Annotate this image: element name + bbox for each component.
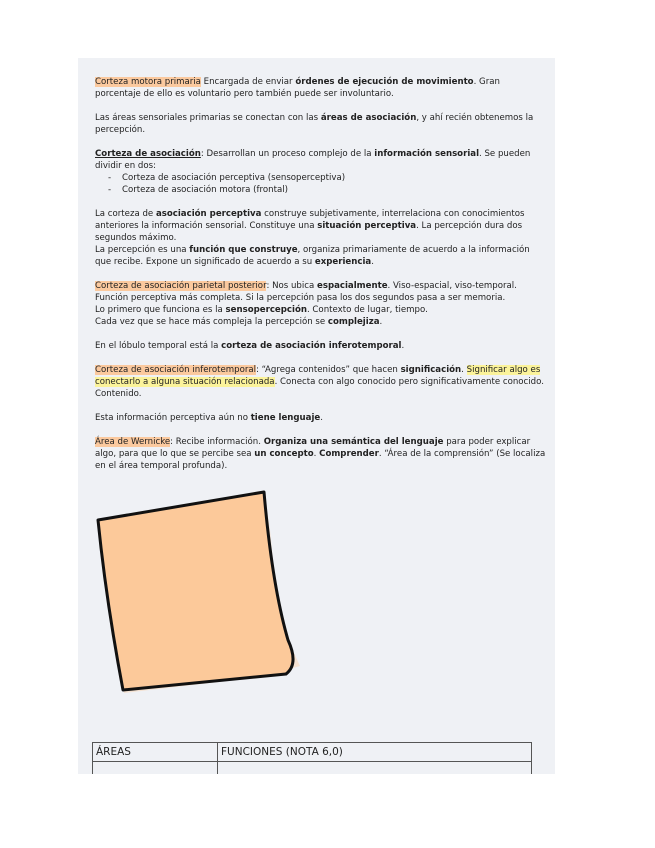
paragraph-perceptiva: La corteza de asociación perceptiva construye subjetivamente, interrelaciona con conocimientos anteriores la información sensorial. Constituye una situación perceptiva. La percepción dura dos segundos máximo. La percepción es una función que construye, organiza primariamente de acuerdo a la información que recibe. Expone un significado de acuerdo a su experiencia.: [95, 209, 530, 267]
paragraph-lobulo-temporal: En el lóbulo temporal está la corteza de asociación inferotemporal.: [95, 341, 405, 351]
term-highlight: Corteza motora primaria: [95, 77, 201, 87]
paragraph-areas-sensoriales: Las áreas sensoriales primarias se conectan con las áreas de asociación, y ahí recién obtenemos la percepción.: [95, 113, 534, 135]
table-cell: [218, 762, 532, 775]
column-header-funciones: FUNCIONES (NOTA 6,0): [218, 743, 532, 762]
paragraph-parietal: Corteza de asociación parietal posterior: Nos ubica espacialmente. Viso-espacial, viso-temporal. Función perceptiva más completa. Si la percepción pasa los dos segundos pasa a ser memoria. Lo primero que funciona es la sensopercepción. Contexto de lugar, tiempo. Cada vez que se hace más compleja la percepción se complejiza.: [95, 281, 517, 327]
notes-body: [95, 76, 547, 484]
sticky-note-icon: [94, 490, 300, 700]
document-page: [78, 58, 555, 774]
yellow-highlight: Significar algo es conectarlo a alguna situación relacionada: [95, 365, 541, 387]
term-underlined: Corteza de asociación: [95, 149, 201, 159]
table-row: [93, 762, 532, 775]
paragraph-lenguaje: Esta información perceptiva aún no tiene lenguaje.: [95, 413, 323, 423]
paragraph-inferotemporal: Corteza de asociación inferotemporal: “Agrega contenidos” que hacen significación. Significar algo es conectarlo a alguna situación relacionada. Conecta con algo conocido pero significativamente conocido. Contenido.: [95, 365, 544, 399]
column-header-areas: ÁREAS: [93, 743, 218, 762]
term-highlight: Corteza de asociación parietal posterior: [95, 281, 267, 291]
bullet-list: [95, 172, 547, 196]
table-cell: [93, 762, 218, 775]
list-item: - Corteza de asociación perceptiva (sensoperceptiva): [108, 173, 346, 183]
term-highlight: Corteza de asociación inferotemporal: [95, 365, 257, 375]
term-highlight: Área de Wernicke: [95, 437, 171, 447]
paragraph-wernicke: Área de Wernicke: Recibe información. Organiza una semántica del lenguaje para poder explicar algo, para que lo que se percibe sea un concepto. Comprender. “Área de la comprensión” (Se localiza en el área temporal profunda).: [95, 437, 546, 471]
areas-table: [92, 742, 532, 774]
paragraph-asociacion: Corteza de asociación: Desarrollan un proceso complejo de la información sensorial. Se pueden dividir en dos: - Corteza de asociación perceptiva (sensoperceptiva) - Corteza de asociación motora (frontal): [95, 148, 547, 196]
paragraph-motora: Corteza motora primaria Encargada de enviar órdenes de ejecución de movimiento. Gran porcentaje de ello es voluntario pero también puede ser involuntario.: [95, 77, 500, 99]
table-header-row: [93, 743, 532, 762]
list-item: - Corteza de asociación motora (frontal): [108, 185, 288, 195]
